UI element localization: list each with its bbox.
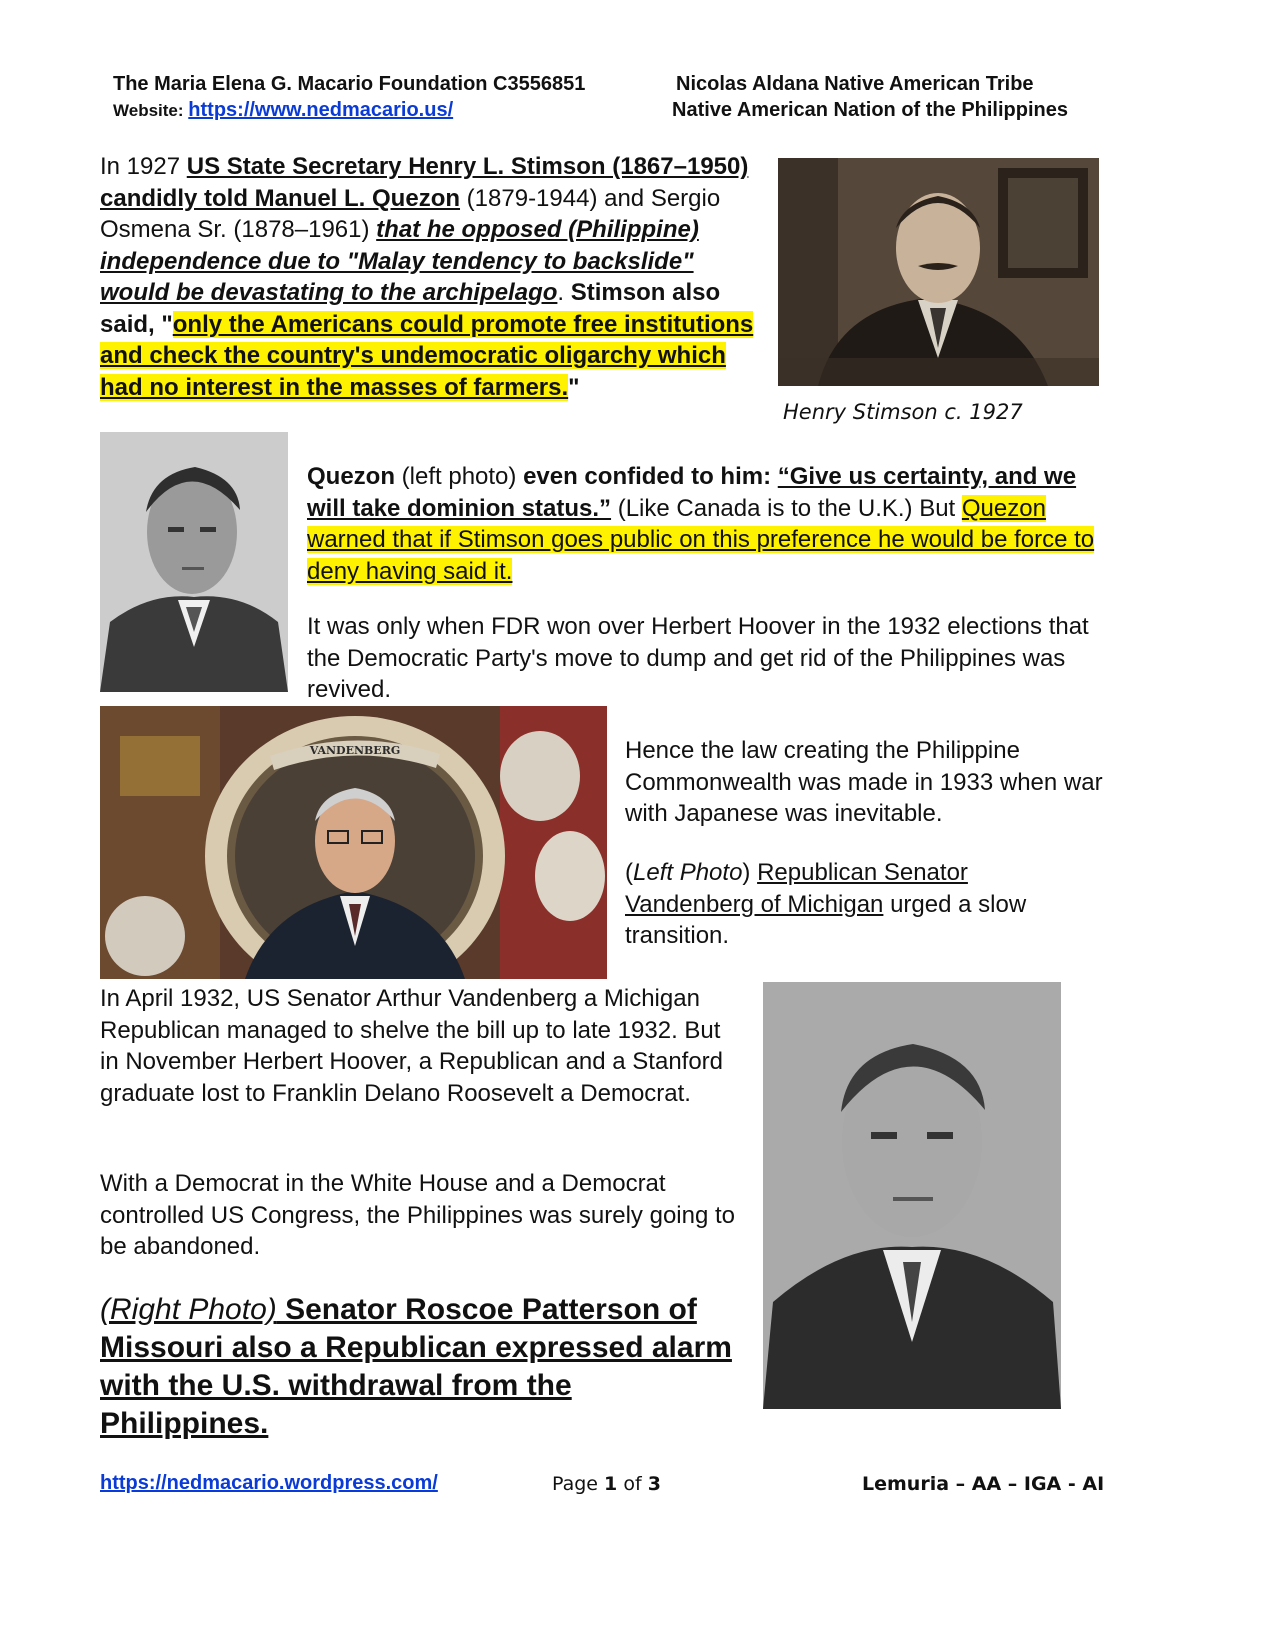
p5-text: ( [625, 859, 633, 886]
p2-bold: Quezon [307, 463, 395, 490]
photo-quezon [100, 432, 288, 692]
p1-highlight: only the Americans could promote free institutions and check the country's undemocratic oligarchy which had no interest in the masses of farmers. [100, 310, 754, 401]
p1-bold: " [568, 373, 580, 401]
p2-quote: “Give us certainty, and we will take dominion status.” [307, 463, 1077, 522]
p1-text: (1879-1944) and Sergio Osmena Sr. (1878–1961) [100, 184, 721, 243]
p8-italic: (Right Photo) [100, 1293, 277, 1326]
p5-text: ) [742, 859, 758, 886]
paragraph-april-1932: In April 1932, US Senator Arthur Vandenberg a Michigan Republican managed to shelve the bill up to late 1932. But in November Herbert Hoover, a Republican and a Stanford graduate lost to Franklin Delano Roosevelt a Democrat. [100, 985, 724, 1107]
footer-link[interactable]: https://nedmacario.wordpress.com/ [100, 1472, 438, 1494]
photo-patterson [763, 982, 1061, 1409]
page-prefix: Page [552, 1473, 605, 1495]
p2-highlight: Quezon warned that if Stimson goes public on this preference he would be force to deny having said it. [307, 494, 1095, 585]
photo-stimson-caption: Henry Stimson c. 1927 [783, 400, 1023, 424]
page-total: 3 [647, 1473, 661, 1495]
p2-bold: even confided to him: [523, 463, 778, 490]
header-website [113, 97, 453, 124]
photo-vandenberg [100, 706, 607, 979]
paragraph-patterson [100, 1291, 745, 1443]
photo-stimson [778, 158, 1099, 386]
paragraph-democrat: With a Democrat in the White House and a Democrat controlled US Congress, the Philippines was surely going to be abandoned. [100, 1170, 736, 1260]
header-tribe: Nicolas Aldana Native American Tribe [676, 73, 1034, 95]
p1-text: . [557, 279, 571, 306]
paragraph-stimson [100, 151, 760, 403]
header-nation: Native American Nation of the Philippines [672, 99, 1068, 121]
p5-underline: Republican Senator Vandenberg of Michigan [625, 859, 968, 918]
paragraph-commonwealth: Hence the law creating the Philippine Commonwealth was made in 1933 when war with Japanese was inevitable. [625, 737, 1103, 827]
website-link[interactable]: https://www.nedmacario.us/ [188, 99, 454, 121]
plaque-text: VANDENBERG [309, 744, 401, 757]
p5-text: urged a slow transition. [625, 890, 1027, 949]
paragraph-fdr: It was only when FDR won over Herbert Hoover in the 1932 elections that the Democratic Party's move to dump and get rid of the Philippines was revived. [307, 613, 1089, 703]
p1-bold: Stimson also said, " [100, 279, 721, 338]
page-of: of [617, 1473, 648, 1495]
page-current: 1 [604, 1473, 618, 1495]
p8-bold: Senator Roscoe Patterson of Missouri also a Republican expressed alarm with the U.S. withdrawal from the Philippines. [100, 1293, 732, 1440]
website-label: Website: [113, 101, 184, 120]
footer-right: Lemuria – AA – IGA - AI [862, 1473, 1105, 1495]
paragraph-vandenberg-caption [625, 857, 1095, 952]
page-number [552, 1473, 661, 1495]
paragraph-quezon [307, 461, 1097, 587]
p1-bold-italic-underline: that he opposed (Philippine) independence due to "Malay tendency to backslide" would be devastating to the archipelago [100, 216, 699, 306]
p5-italic: Left Photo [633, 859, 743, 886]
p1-bold-underline: US State Secretary Henry L. Stimson (1867–1950) candidly told Manuel L. Quezon [100, 153, 749, 212]
p1-text: In 1927 [100, 153, 187, 180]
header-org: The Maria Elena G. Macario Foundation C3556851 [113, 73, 586, 95]
footer-link-wrap [100, 1472, 438, 1495]
p2-text: (Like Canada is to the U.K.) But [611, 494, 962, 522]
p2-text: (left photo) [395, 463, 524, 490]
